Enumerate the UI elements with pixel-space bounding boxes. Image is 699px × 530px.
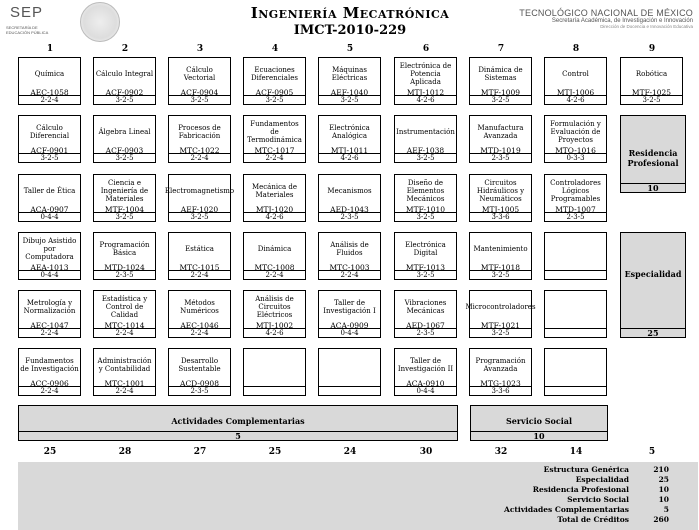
course-card — [168, 232, 231, 280]
course-code: MTF-1004 — [104, 205, 145, 214]
course-card — [93, 348, 156, 396]
course-name: Formulación y Evaluación de Proyectos — [550, 120, 601, 144]
course-card — [243, 115, 306, 163]
course-card — [544, 57, 607, 105]
course-name: Administración y Contabilidad — [97, 357, 152, 373]
course-card — [168, 348, 231, 396]
semester-header: 2 — [121, 44, 129, 54]
course-name: Electromagnetismo — [164, 187, 235, 195]
course-name: Cálculo Vectorial — [183, 66, 216, 82]
course-credits: 2-2-4 — [19, 328, 80, 337]
tecnm-name: TECNOLÓGICO NACIONAL DE MÉXICO — [519, 8, 693, 18]
semester-header: 1 — [46, 44, 54, 54]
course-credits: 3-2-5 — [169, 212, 230, 221]
course-credits: 2-2-4 — [169, 270, 230, 279]
course-card — [93, 232, 156, 280]
course-card — [394, 174, 457, 222]
course-card — [243, 174, 306, 222]
course-card — [318, 232, 381, 280]
course-credits: 2-2-4 — [94, 386, 155, 395]
course-name: Análisis de Fluidos — [330, 241, 369, 257]
course-card — [318, 57, 381, 105]
course-code: MTJ-1002 — [255, 321, 294, 330]
empty-credits — [545, 386, 606, 395]
course-credits: 3-2-5 — [621, 95, 682, 104]
course-code: MTJ-1011 — [330, 146, 369, 155]
course-name: Química — [34, 70, 65, 78]
course-name: Dinámica de Sistemas — [478, 66, 523, 82]
column-total: 28 — [118, 447, 132, 457]
column-total: 30 — [419, 447, 433, 457]
course-name: Ciencia e Ingeniería de Materiales — [100, 179, 149, 203]
sep-logo-text: SEP — [10, 4, 44, 21]
servicio-label: Servicio Social — [505, 416, 573, 426]
course-card — [318, 174, 381, 222]
course-code: MTC-1015 — [179, 263, 220, 272]
course-card — [544, 115, 607, 163]
semester-header: 9 — [648, 44, 656, 54]
course-code: AEC-1046 — [180, 321, 219, 330]
course-code: MTJ-1005 — [481, 205, 520, 214]
course-credits: 2-2-4 — [19, 386, 80, 395]
course-code: ACA-0910 — [406, 379, 445, 388]
course-code: AEA-1013 — [30, 263, 69, 272]
course-name: Microcontroladores — [465, 303, 536, 311]
course-credits: 2-3-5 — [470, 153, 531, 162]
summary-row — [479, 475, 669, 484]
course-credits: 3-2-5 — [244, 95, 305, 104]
course-name: Control — [562, 70, 589, 78]
course-credits: 2-3-5 — [94, 270, 155, 279]
summary-value: 5 — [663, 505, 669, 514]
course-name: Álgebra Lineal — [98, 128, 151, 136]
course-card — [18, 115, 81, 163]
course-name: Fundamentos de Termodinámica — [247, 120, 302, 144]
course-credits: 3-2-5 — [395, 212, 456, 221]
course-credits: 4-2-6 — [319, 153, 380, 162]
course-credits: 2-2-4 — [94, 328, 155, 337]
course-code: MTJ-1006 — [556, 88, 595, 97]
course-name: Máquinas Eléctricas — [331, 66, 368, 82]
course-credits: 0-4-4 — [319, 328, 380, 337]
course-name: Métodos Numéricos — [180, 299, 219, 315]
course-name: Fundamentos de Investigación — [20, 357, 79, 373]
course-name: Diseño de Elementos Mecánicos — [406, 179, 445, 203]
course-credits: 3-2-5 — [94, 95, 155, 104]
course-credits: 3-3-6 — [470, 212, 531, 221]
course-code: MTF-1010 — [405, 205, 446, 214]
course-code: MTD-1019 — [480, 146, 521, 155]
summary-label: Especialidad — [575, 475, 629, 484]
course-name: Electrónica Digital — [405, 241, 446, 257]
column-total: 27 — [193, 447, 207, 457]
course-card — [394, 348, 457, 396]
course-credits: 2-3-5 — [319, 212, 380, 221]
course-card — [620, 57, 683, 105]
course-credits: 0-4-4 — [19, 212, 80, 221]
column-total: 5 — [648, 447, 656, 457]
course-name: Estática — [185, 245, 214, 253]
course-code: MTD-1007 — [555, 205, 596, 214]
especialidad-label: Especialidad — [624, 269, 682, 279]
summary-label: Total de Créditos — [557, 515, 629, 524]
sep-subtitle: SECRETARÍA DE EDUCACIÓN PÚBLICA — [6, 25, 49, 35]
course-code: ACC-0906 — [30, 379, 69, 388]
course-card — [168, 290, 231, 338]
course-name: Ecuaciones Diferenciales — [251, 66, 298, 82]
summary-value: 25 — [658, 475, 669, 484]
course-card — [469, 348, 532, 396]
course-credits: 2-2-4 — [244, 270, 305, 279]
course-code: ACF-0903 — [105, 146, 144, 155]
course-credits: 3-3-6 — [470, 386, 531, 395]
especialidad-credits: 25 — [620, 328, 686, 338]
course-code: AEF-1020 — [180, 205, 219, 214]
course-name: Análisis de Circuitos Eléctricos — [255, 295, 294, 319]
course-code: ACF-0904 — [180, 88, 219, 97]
course-card — [18, 290, 81, 338]
course-name: Controladores Lógicos Programables — [550, 179, 601, 203]
course-card — [394, 290, 457, 338]
course-card — [544, 174, 607, 222]
course-card — [394, 232, 457, 280]
summary-row — [479, 465, 669, 474]
semester-header: 7 — [497, 44, 505, 54]
course-credits: 4-2-6 — [244, 212, 305, 221]
course-credits: 2-3-5 — [169, 386, 230, 395]
course-name: Mecánica de Materiales — [251, 183, 298, 199]
course-name: Instrumentación — [396, 128, 455, 136]
empty-credits — [545, 270, 606, 279]
column-total: 32 — [494, 447, 508, 457]
course-card — [318, 115, 381, 163]
course-name: Dibujo Asistido por Computadora — [22, 237, 77, 261]
empty-slot — [544, 290, 607, 338]
summary-value: 10 — [658, 495, 669, 504]
course-card — [394, 57, 457, 105]
course-credits: 0-3-3 — [545, 153, 606, 162]
course-code: MTJ-1012 — [406, 88, 445, 97]
course-code: ACF-0902 — [105, 88, 144, 97]
course-code: MTJ-1020 — [255, 205, 294, 214]
page-title: Ingeniería Mecatrónica — [250, 4, 450, 22]
course-code: AED-1067 — [406, 321, 445, 330]
summary-row — [479, 485, 669, 494]
course-credits: 0-4-4 — [19, 270, 80, 279]
course-code: MTC-1001 — [104, 379, 145, 388]
course-credits: 2-3-5 — [395, 328, 456, 337]
course-name: Estadística y Control de Calidad — [101, 295, 148, 319]
empty-slot — [243, 348, 306, 396]
summary-label: Residencia Profesional — [532, 485, 629, 494]
residencia-credits: 10 — [620, 183, 686, 193]
course-credits: 4-2-6 — [545, 95, 606, 104]
especialidad-block — [620, 232, 686, 338]
course-name: Desarrollo Sustentable — [178, 357, 221, 373]
course-card — [18, 57, 81, 105]
course-credits: 3-2-5 — [94, 212, 155, 221]
course-card — [243, 232, 306, 280]
tecnm-subtitle: Secretaría Académica, de Investigación e Innovación — [551, 18, 693, 24]
summary-row — [479, 495, 669, 504]
course-credits: 3-2-5 — [94, 153, 155, 162]
course-credits: 3-2-5 — [470, 270, 531, 279]
course-card — [469, 57, 532, 105]
empty-credits — [319, 386, 380, 395]
course-credits: 3-2-5 — [319, 95, 380, 104]
actividades-credits: 5 — [18, 431, 458, 441]
course-name: Dinámica — [257, 245, 292, 253]
course-name: Programación Básica — [99, 241, 150, 257]
course-name: Cálculo Diferencial — [29, 124, 70, 140]
tecnm-subtitle-2: Dirección de Docencia e Innovación Educativa — [600, 24, 693, 29]
course-code: ACA-0907 — [30, 205, 69, 214]
summary-label: Estructura Genérica — [543, 465, 629, 474]
summary-value: 210 — [653, 465, 669, 474]
course-code: ACF-0901 — [30, 146, 69, 155]
course-name: Circuitos Hidráulicos y Neumáticos — [476, 179, 525, 203]
course-code: ACD-0908 — [180, 379, 219, 388]
course-card — [168, 57, 231, 105]
course-name: Manufactura Avanzada — [477, 124, 524, 140]
course-card — [243, 57, 306, 105]
semester-header: 3 — [196, 44, 204, 54]
course-credits: 3-2-5 — [395, 153, 456, 162]
course-card — [93, 115, 156, 163]
course-card — [93, 57, 156, 105]
course-credits: 2-2-4 — [244, 153, 305, 162]
empty-slot — [544, 348, 607, 396]
course-credits: 3-2-5 — [169, 95, 230, 104]
course-credits: 3-2-5 — [470, 328, 531, 337]
course-name: Robótica — [635, 70, 668, 78]
course-code: AEC-1047 — [30, 321, 69, 330]
empty-slot — [544, 232, 607, 280]
summary-label: Servicio Social — [567, 495, 629, 504]
course-credits: 3-2-5 — [470, 95, 531, 104]
column-total: 25 — [268, 447, 282, 457]
course-name: Mecanismos — [327, 187, 372, 195]
actividades-label: Actividades Complementarias — [171, 416, 305, 426]
summary-row — [479, 505, 669, 514]
tecnm-header — [519, 8, 693, 29]
column-total: 14 — [569, 447, 583, 457]
course-name: Vibraciones Mecánicas — [404, 299, 447, 315]
residencia-label: Residencia Profesional — [627, 148, 679, 168]
course-code: AEF-1040 — [330, 88, 369, 97]
course-credits: 4-2-6 — [395, 95, 456, 104]
course-code: AEC-1058 — [30, 88, 69, 97]
course-code: MTF-1013 — [405, 263, 446, 272]
course-code: ACA-0909 — [330, 321, 369, 330]
course-card — [394, 115, 457, 163]
course-card — [164, 174, 235, 222]
course-card — [168, 115, 231, 163]
residencia-block — [620, 115, 686, 193]
semester-header: 5 — [346, 44, 354, 54]
course-card — [93, 290, 156, 338]
course-code: AED-1043 — [330, 205, 369, 214]
course-credits: 2-2-4 — [319, 270, 380, 279]
course-name: Taller de Ética — [23, 187, 76, 195]
course-card — [18, 348, 81, 396]
course-name: Cálculo Integral — [95, 70, 154, 78]
summary-row — [479, 515, 669, 524]
national-seal-icon — [80, 2, 120, 42]
summary-label: Actividades Complementarias — [504, 505, 629, 514]
course-card — [93, 174, 156, 222]
course-credits: 4-2-6 — [244, 328, 305, 337]
empty-credits — [545, 328, 606, 337]
course-code: MTF-1009 — [480, 88, 521, 97]
course-card — [243, 290, 306, 338]
course-code: ACF-0905 — [255, 88, 294, 97]
course-name: Procesos de Fabricación — [178, 124, 221, 140]
course-card — [469, 115, 532, 163]
summary-value: 10 — [658, 485, 669, 494]
course-credits: 2-2-4 — [169, 328, 230, 337]
course-code: MTG-1023 — [480, 379, 521, 388]
course-credits: 3-2-5 — [19, 153, 80, 162]
column-total: 24 — [343, 447, 357, 457]
course-card — [18, 232, 81, 280]
course-card — [318, 290, 381, 338]
course-card — [465, 290, 536, 338]
course-code: MTC-1008 — [254, 263, 295, 272]
course-code: AEF-1038 — [406, 146, 445, 155]
servicio-credits: 10 — [470, 431, 608, 441]
course-code: MTF-1025 — [631, 88, 672, 97]
course-name: Metrología y Normalización — [23, 299, 76, 315]
course-code: MTF-1018 — [480, 263, 521, 272]
semester-header: 6 — [422, 44, 430, 54]
course-card — [18, 174, 81, 222]
course-name: Electrónica Analógica — [329, 124, 370, 140]
course-name: Taller de Investigación II — [397, 357, 454, 373]
course-code: MTC-1014 — [104, 321, 145, 330]
course-name: Taller de Investigación I — [323, 299, 376, 315]
course-code: MTF-1021 — [480, 321, 521, 330]
empty-slot — [318, 348, 381, 396]
semester-header: 4 — [271, 44, 279, 54]
course-card — [469, 174, 532, 222]
course-name: Electrónica de Potencia Aplicada — [399, 62, 452, 86]
course-code: MTC-1017 — [254, 146, 295, 155]
course-name: Programación Avanzada — [475, 357, 526, 373]
course-credits: 0-4-4 — [395, 386, 456, 395]
course-credits: 2-3-5 — [545, 212, 606, 221]
course-code: MTC-1003 — [329, 263, 370, 272]
course-code: MTD-1024 — [104, 263, 145, 272]
summary-value: 260 — [653, 515, 669, 524]
plan-code: IMCT-2010-229 — [293, 23, 407, 38]
course-credits: 3-2-5 — [395, 270, 456, 279]
semester-header: 8 — [572, 44, 580, 54]
empty-credits — [244, 386, 305, 395]
course-name: Mantenimiento — [473, 245, 528, 253]
column-total: 25 — [43, 447, 57, 457]
course-code: MTC-1022 — [179, 146, 220, 155]
course-credits: 2-2-4 — [19, 95, 80, 104]
course-card — [469, 232, 532, 280]
course-code: MTO-1016 — [555, 146, 596, 155]
course-credits: 2-2-4 — [169, 153, 230, 162]
